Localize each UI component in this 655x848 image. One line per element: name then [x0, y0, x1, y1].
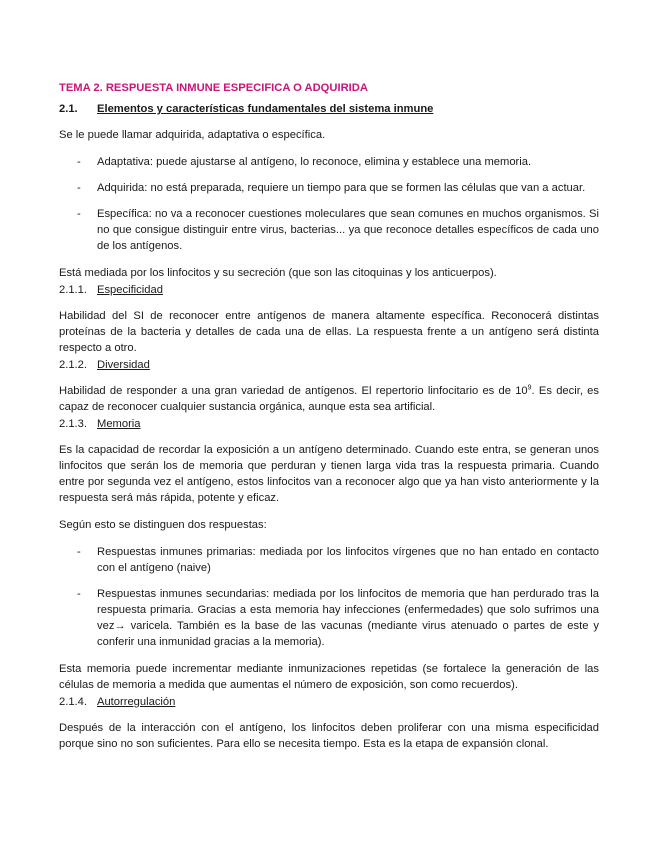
section-title: Elementos y características fundamentales del sistema inmune	[97, 103, 434, 115]
mediated-paragraph: Está mediada por los linfocitos y su secreción (que son las citoquinas y los anticuerpos).	[59, 267, 497, 279]
subsection-title: Diversidad	[97, 359, 150, 371]
list-item-text: Adquirida: no está preparada, requiere un tiempo para que se formen las células que van a actuar.	[97, 182, 586, 194]
list-item-text: Respuestas inmunes secundarias: mediada por los linfocitos de memoria que han perdurado tras la respuesta primaria. Gracias a esta memoria hay infecciones (enfermedades) que solo sufrimos una vez→ varicela. También es la base de las vacunas (mediante virus atenuado o partes de este y conferir una inmunidad gracias a la memoria).	[97, 588, 599, 648]
section-number: 2.1.	[59, 103, 78, 115]
subsection-number: 2.1.4.	[59, 696, 87, 708]
diversidad-text-after: . Es decir, es capaz de reconocer cualquier sustancia orgánica, aunque esta sea artificial.	[59, 385, 599, 413]
list-item	[59, 180, 599, 196]
dash-bullet: -	[77, 208, 81, 220]
list-item-text: Específica: no va a reconocer cuestiones moleculares que sean comunes en muchos organismos. Si no que consigue distinguir entre virus, bacterias... ya que reconoce detalles específicos de cada uno de los antígenos.	[97, 208, 599, 252]
subsection-number: 2.1.2.	[59, 359, 87, 371]
memoria-closing-paragraph: Esta memoria puede incrementar mediante inmunizaciones repetidas (se fortalece la generación de las células de memoria a medida que aumentas el número de exposición, son como recuerdos).	[59, 663, 599, 691]
dash-bullet: -	[77, 588, 81, 600]
subsection-heading-autorregulacion	[59, 694, 599, 710]
document-page	[59, 80, 599, 752]
intro-paragraph: Se le puede llamar adquirida, adaptativa o específica.	[59, 129, 326, 141]
list-item-text: Respuestas inmunes primarias: mediada por los linfocitos vírgenes que no han entado en contacto con el antígeno (naive)	[97, 546, 599, 574]
subsection-title: Memoria	[97, 418, 141, 430]
especificidad-paragraph: Habilidad del SI de reconocer entre antígenos de manera altamente específica. Reconocerá distintas proteínas de la bacteria y detalles de cada una de ellas. La respuesta frente a un antígeno será distinta respecto a otro.	[59, 310, 599, 354]
subsection-number: 2.1.1.	[59, 284, 87, 296]
list-item	[59, 206, 599, 254]
subsection-title: Especificidad	[97, 284, 163, 296]
subsection-heading-especificidad	[59, 282, 599, 298]
subsection-number: 2.1.3.	[59, 418, 87, 430]
responses-list	[59, 544, 599, 650]
dash-bullet: -	[77, 182, 81, 194]
dash-bullet: -	[77, 546, 81, 558]
exponent: 9	[527, 384, 532, 392]
diversidad-paragraph	[59, 383, 599, 415]
autorregulacion-paragraph: Después de la interacción con el antígeno, los linfocitos deben proliferar con una misma especificidad porque sino no son suficientes. Para ello se necesita tiempo. Esta es la etapa de expansión clonal.	[59, 722, 599, 750]
responses-intro: Según esto se distinguen dos respuestas:	[59, 519, 267, 531]
subsection-heading-diversidad	[59, 357, 599, 373]
list-item	[59, 544, 599, 576]
section-heading	[59, 101, 599, 117]
list-item	[59, 586, 599, 650]
subsection-title: Autorregulación	[97, 696, 176, 708]
list-item	[59, 154, 599, 170]
dash-bullet: -	[77, 156, 81, 168]
diversidad-text-before: Habilidad de responder a una gran variedad de antígenos. El repertorio linfocitario es de 10	[59, 385, 528, 397]
list-item-text: Adaptativa: puede ajustarse al antígeno, lo reconoce, elimina y establece una memoria.	[97, 156, 532, 168]
types-list	[59, 154, 599, 254]
memoria-paragraph: Es la capacidad de recordar la exposición a un antígeno determinado. Cuando este entra, se generan unos linfocitos que serán los de memoria que perduran y tienen larga vida tras la respuesta primaria. Cuando entre por segunda vez el antígeno, estos linfocitos van a reconocer algo que ya han visto anteriormente y la respuesta será más rápida, potente y eficaz.	[59, 444, 599, 504]
subsection-heading-memoria	[59, 416, 599, 432]
chapter-title: TEMA 2. RESPUESTA INMUNE ESPECIFICA O ADQUIRIDA	[59, 82, 368, 94]
